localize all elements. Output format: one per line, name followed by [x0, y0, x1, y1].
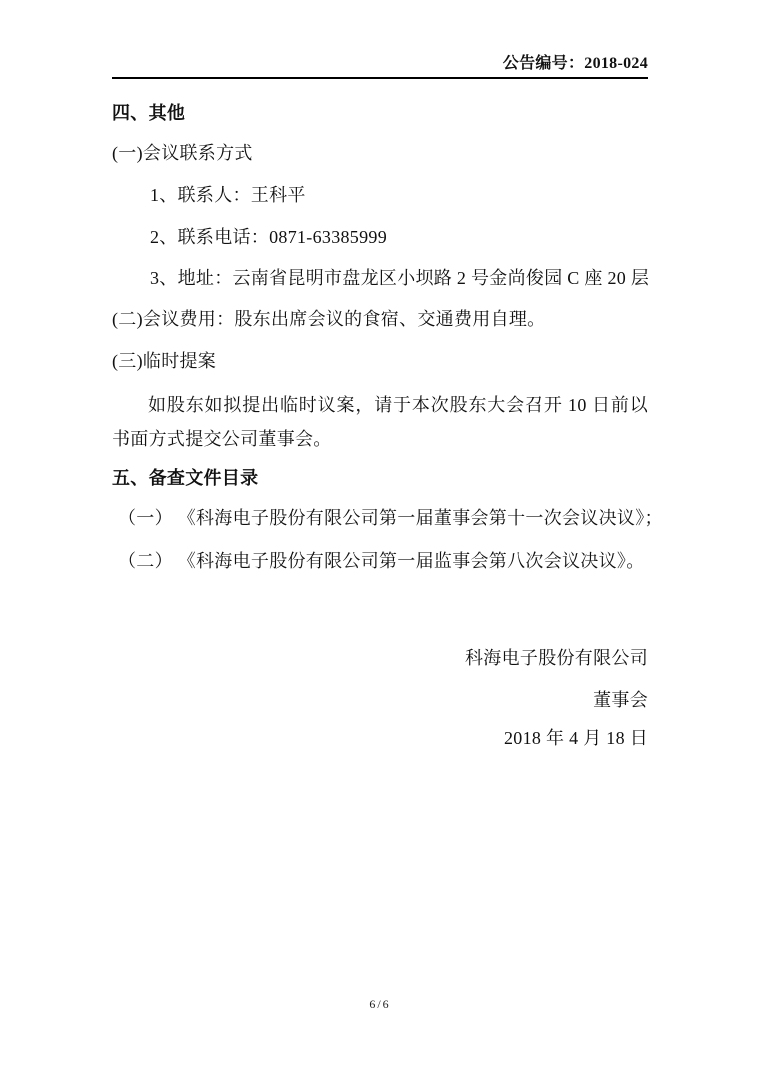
contact-person-line: 1、联系人：王科平: [150, 185, 306, 205]
contact-method-heading: (一)会议联系方式: [112, 143, 253, 163]
signature-company-name: 科海电子股份有限公司: [465, 648, 648, 668]
signature-board-of-directors: 董事会: [593, 690, 648, 710]
provisional-paragraph-line1: 如股东如拟提出临时议案，请于本次股东大会召开 10 日前以: [148, 395, 648, 415]
page-content: [112, 0, 663, 1075]
provisional-proposal-heading: (三)临时提案: [112, 351, 217, 371]
contact-address-line: 3、地址：云南省昆明市盘龙区小坝路 2 号金尚俊园 C 座 20 层: [150, 268, 650, 288]
section-other-heading: 四、其他: [112, 103, 186, 123]
page-number: 6/6: [369, 997, 391, 1011]
reference-document-item-2: （二） 《科海电子股份有限公司第一届监事会第八次会议决议》。: [118, 551, 645, 571]
header-divider: [112, 77, 648, 79]
announcement-number: 公告编号：2018-024: [502, 55, 648, 72]
section-documents-heading: 五、备查文件目录: [112, 468, 259, 488]
contact-phone-line: 2、联系电话：0871-63385999: [150, 227, 387, 247]
reference-document-item-1: （一） 《科海电子股份有限公司第一届董事会第十一次会议决议》；: [118, 508, 663, 528]
signature-date: 2018 年 4 月 18 日: [504, 728, 648, 748]
meeting-cost-line: (二)会议费用：股东出席会议的食宿、交通费用自理。: [112, 309, 546, 329]
provisional-paragraph-line2: 书面方式提交公司董事会。: [112, 429, 332, 449]
